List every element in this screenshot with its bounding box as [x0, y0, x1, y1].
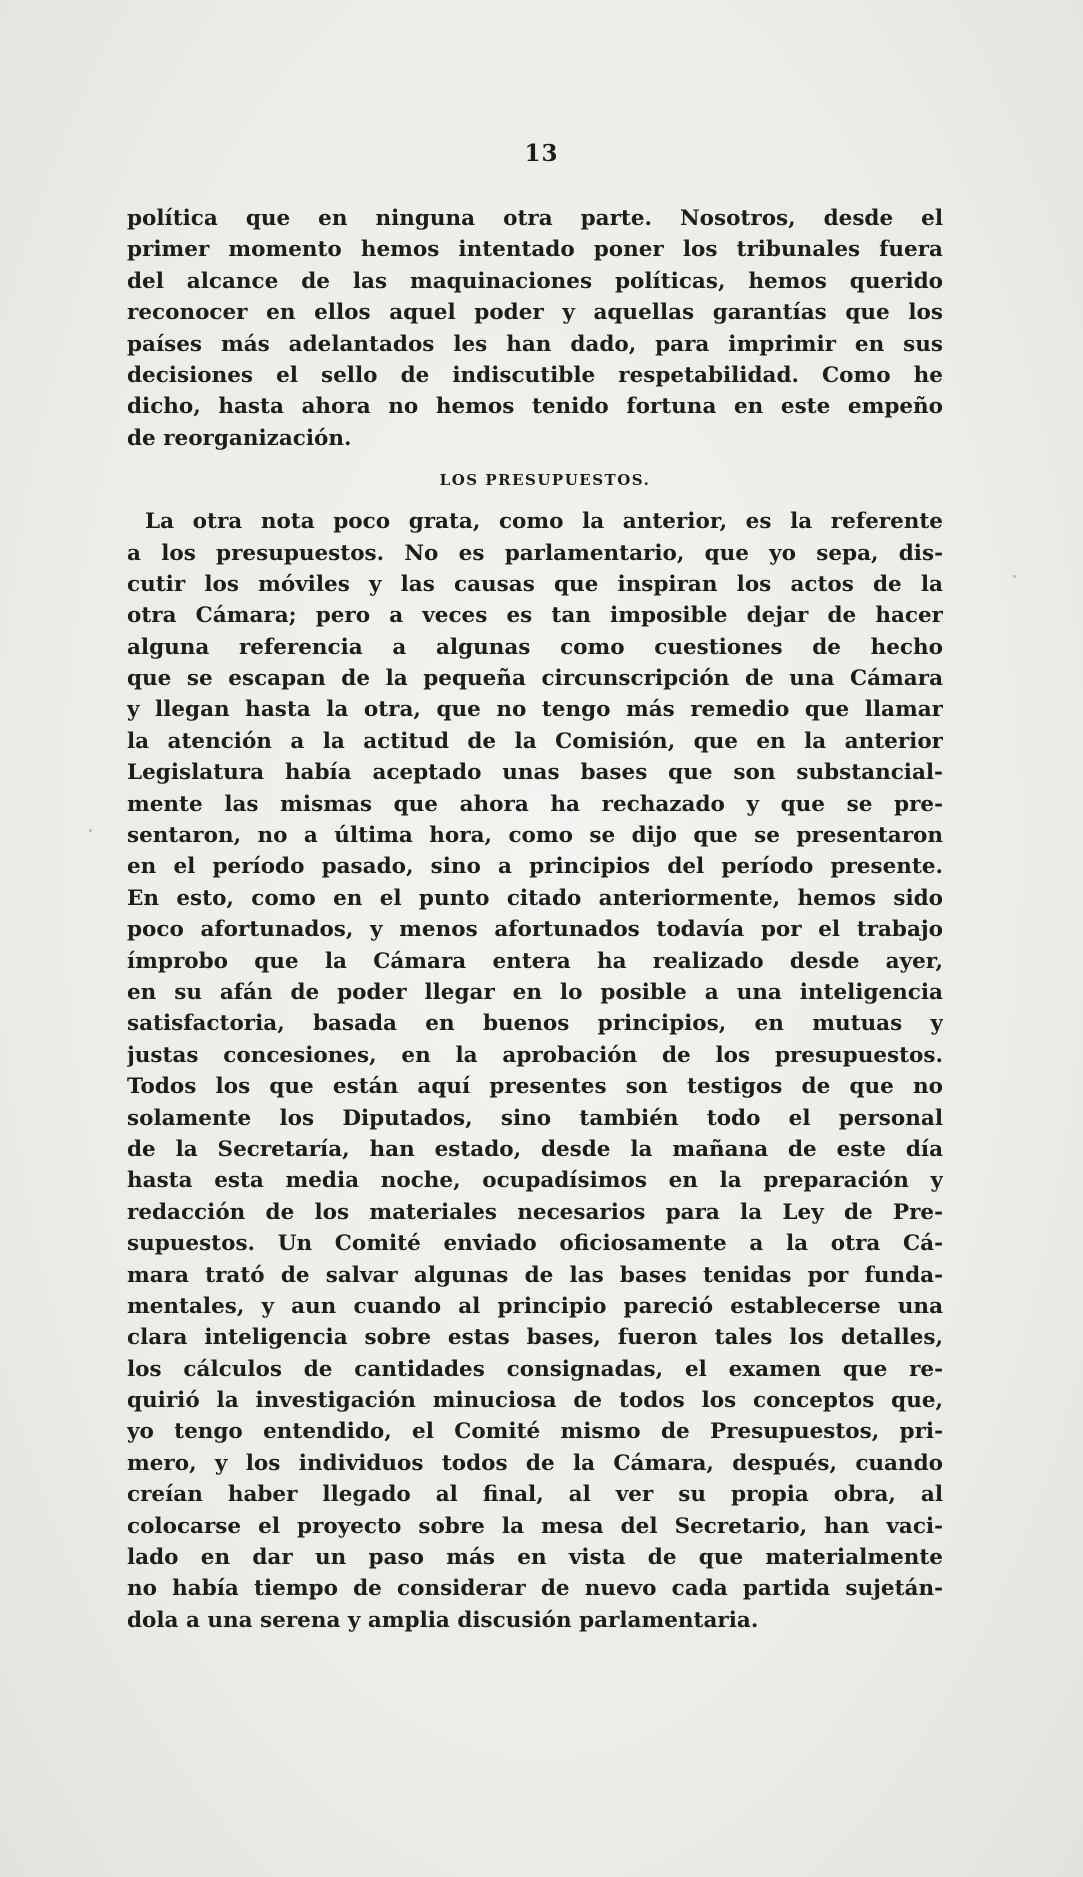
text-line: los cálculos de cantidades consignadas, el examen que re- — [127, 1356, 943, 1382]
text-line: Todos los que están aquí presentes son testigos de que no — [127, 1074, 943, 1100]
text-line: que se escapan de la pequeña circunscripción de una Cámara — [127, 666, 943, 692]
text-line: creían haber llegado al final, al ver su propia obra, al — [127, 1482, 943, 1508]
scan-speck — [1013, 575, 1016, 578]
text-line: países más adelantados les han dado, para imprimir en sus — [127, 331, 943, 357]
text-line: Legislatura había aceptado unas bases que son substancial- — [127, 760, 943, 786]
text-line: en el período pasado, sino a principios del período presente. — [127, 854, 943, 880]
scan-speck — [89, 829, 92, 832]
text-line: no había tiempo de considerar de nuevo cada partida sujetán- — [127, 1576, 943, 1602]
text-line: a los presupuestos. No es parlamentario, que yo sepa, dis- — [127, 540, 943, 566]
text-line: mentales, y aun cuando al principio pareció establecerse una — [127, 1293, 943, 1319]
body-text — [127, 203, 943, 1636]
text-line: cutir los móviles y las causas que inspiran los actos de la — [127, 571, 943, 597]
text-line: satisfactoria, basada en buenos principios, en mutuas y — [127, 1011, 943, 1037]
text-line: yo tengo entendido, el Comité mismo de Presupuestos, pri- — [127, 1419, 943, 1445]
text-line: la atención a la actitud de la Comisión, que en la anterior — [127, 728, 943, 754]
text-line: poco afortunados, y menos afortunados todavía por el trabajo — [127, 917, 943, 943]
text-line: mero, y los individuos todos de la Cámara, después, cuando — [127, 1450, 943, 1476]
text-line: en su afán de poder llegar en lo posible a una inteligencia — [127, 979, 943, 1005]
text-line: colocarse el proyecto sobre la mesa del Secretario, han vaci- — [127, 1513, 943, 1539]
text-line: redacción de los materiales necesarios para la Ley de Pre- — [127, 1199, 943, 1225]
text-line: primer momento hemos intentado poner los tribunales fuera — [127, 237, 943, 263]
text-line: y llegan hasta la otra, que no tengo más remedio que llamar — [127, 697, 943, 723]
paragraph-2 — [127, 506, 943, 1636]
text-line: otra Cámara; pero a veces es tan imposible dejar de hacer — [127, 603, 943, 629]
text-line: de reorganización. — [127, 425, 352, 451]
text-line: lado en dar un paso más en vista de que materialmente — [127, 1545, 943, 1571]
text-line: decisiones el sello de indiscutible respetabilidad. Como he — [127, 362, 943, 388]
text-line: sentaron, no a última hora, como se dijo que se presentaron — [127, 823, 943, 849]
text-line: solamente los Diputados, sino también todo el personal — [127, 1105, 943, 1131]
text-line: supuestos. Un Comité enviado oficiosamente a la otra Cá- — [127, 1231, 943, 1257]
text-line: alguna referencia a algunas como cuestiones de hecho — [127, 634, 943, 660]
page-number: 13 — [524, 140, 559, 167]
text-line: mara trató de salvar algunas de las bases tenidas por funda- — [127, 1262, 943, 1288]
text-line: clara inteligencia sobre estas bases, fueron tales los detalles, — [127, 1325, 943, 1351]
text-line: de la Secretaría, han estado, desde la mañana de este día — [127, 1136, 943, 1162]
text-line: quirió la investigación minuciosa de todos los conceptos que, — [127, 1388, 943, 1414]
text-line: dola a una serena y amplia discusión parlamentaria. — [127, 1607, 759, 1633]
text-line: En esto, como en el punto citado anteriormente, hemos sido — [127, 885, 943, 911]
paragraph-1 — [127, 203, 943, 454]
text-line: hasta esta media noche, ocupadísimos en la preparación y — [127, 1168, 943, 1194]
text-line: justas concesiones, en la aprobación de los presupuestos. — [127, 1042, 943, 1068]
text-line: La otra nota poco grata, como la anterior, es la referente — [145, 509, 943, 535]
text-line: mente las mismas que ahora ha rechazado y que se pre- — [127, 791, 943, 817]
text-line: reconocer en ellos aquel poder y aquellas garantías que los — [127, 300, 943, 326]
text-line: política que en ninguna otra parte. Nosotros, desde el — [127, 206, 943, 231]
text-line: del alcance de las maquinaciones políticas, hemos querido — [127, 268, 943, 294]
text-line: ímprobo que la Cámara entera ha realizado desde ayer, — [127, 948, 943, 974]
section-heading: LOS PRESUPUESTOS. — [439, 471, 651, 490]
text-line: dicho, hasta ahora no hemos tenido fortuna en este empeño — [127, 394, 943, 420]
